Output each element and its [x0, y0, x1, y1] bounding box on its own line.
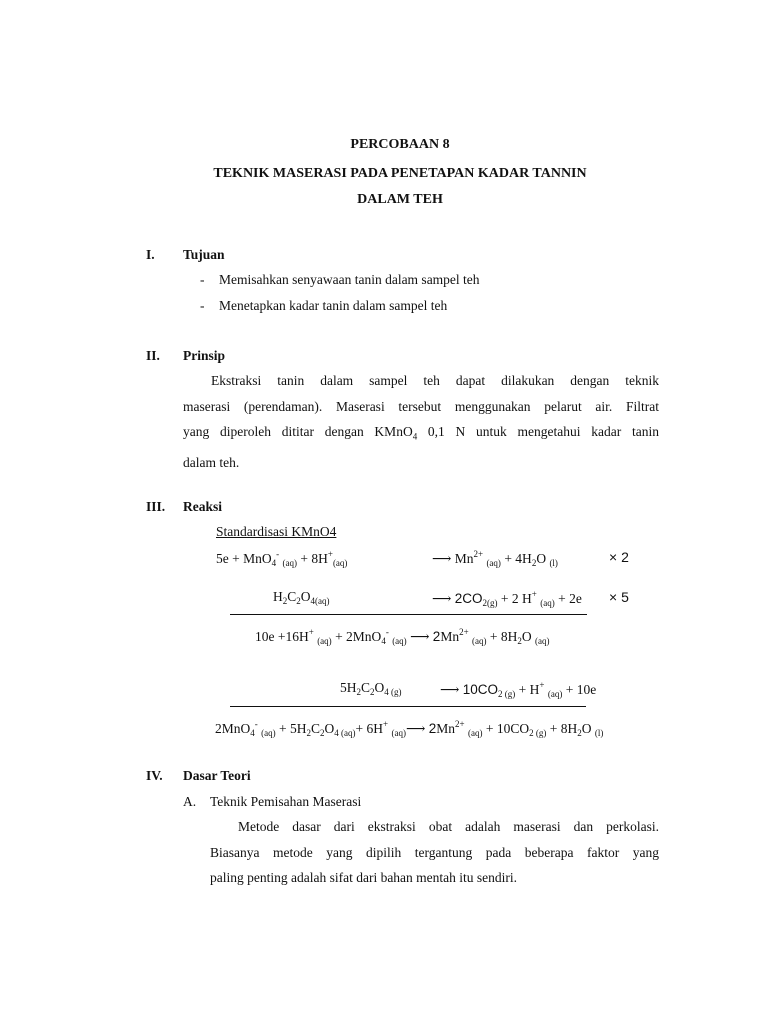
paragraph-line: Biasanya metode yang dipilih tergantung pada beberapa faktor yang [210, 844, 659, 860]
reaction-subtitle: Standardisasi KMnO4 [216, 524, 337, 539]
experiment-number: PERCOBAAN 8 [350, 137, 450, 152]
equation-4-left: $5H_2C_2O_{4 (g)}$ [340, 680, 402, 697]
section-number-reaksi: III. [146, 499, 166, 514]
list-item: Memisahkan senyawaan tanin dalam sampel teh [219, 272, 480, 287]
equation-2-left: $H_2C_2O_{4(aq)}$ [273, 589, 330, 606]
equation-3: 10e +16H+ $_{(aq)}$ + 2MnO$_4$- $_{(aq)}$ ⟶ $2Mn^{2+}$ $_{(aq)} + 8H_2O$ $_{(aq)}$ [255, 627, 550, 646]
paragraph-line: maserasi (perendaman). Maserasi tersebut menggunakan pelarut air. Filtrat [183, 398, 659, 414]
multiplier-2: × 2 [609, 549, 629, 565]
document-title-line1: TEKNIK MASERASI PADA PENETAPAN KADAR TANNIN [213, 166, 587, 181]
section-title-tujuan: Tujuan [183, 247, 225, 262]
section-title-prinsip: Prinsip [183, 348, 226, 363]
section-number-prinsip: II. [146, 348, 160, 363]
list-item: Menetapkan kadar tanin dalam sampel teh [219, 298, 448, 313]
subsection-letter: A. [183, 794, 197, 809]
paragraph-line: Metode dasar dari ekstraksi obat adalah maserasi dan perkolasi. [238, 819, 659, 834]
paragraph-line: dalam teh. [183, 455, 240, 471]
section-title-reaksi: Reaksi [183, 499, 223, 514]
section-title-dasar-teori: Dasar Teori [183, 768, 251, 783]
subsection-title: Teknik Pemisahan Maserasi [210, 794, 362, 809]
prinsip-paragraph [183, 368, 659, 476]
equation-1-left: 5e + MnO$_4$- $_{(aq)} + 8H^+_{(aq)}$ [216, 549, 348, 568]
paragraph-line: paling penting adalah sifat dari bahan mentah itu sendiri. [210, 870, 518, 886]
equation-5: 2MnO$_4$- $_{(aq)} + 5H_2C_2O_{4 (aq)}+ 6H^+$ $_{(aq)}$⟶ $2Mn^{2+}$ $_{(aq)} + 10CO_{2 (g)} + 8H_2O$ $_{(l)}$ [215, 719, 604, 738]
bullet-marker: - [200, 298, 205, 313]
equation-1-right: ⟶ $Mn^{2+}$ $_{(aq)} + 4H_2O$ $_{(l)}$ [432, 549, 558, 568]
dasar-teori-paragraph [210, 814, 659, 891]
multiplier-5: × 5 [609, 589, 629, 605]
section-number-dasar-teori: IV. [146, 768, 163, 783]
equation-divider [230, 614, 587, 615]
section-number-tujuan: I. [146, 247, 155, 262]
equation-4-right: ⟶ $10CO_{2 (g)} + H^+$ $_{(aq)}$ + 10e [440, 680, 597, 699]
paragraph-line: yang diperoleh dititar dengan KMnO$_4$ 0,1 N untuk mengetahui kadar tanin [183, 424, 659, 442]
equation-2-right: ⟶ $2CO_{2(g)} + 2$ H+ $_{(aq)}$ + 2e [432, 589, 582, 608]
equation-divider [230, 706, 586, 707]
paragraph-line: Ekstraksi tanin dalam sampel teh dapat dilakukan dengan teknik [211, 373, 659, 388]
document-title-line2: DALAM TEH [357, 192, 443, 207]
bullet-marker: - [200, 272, 205, 287]
